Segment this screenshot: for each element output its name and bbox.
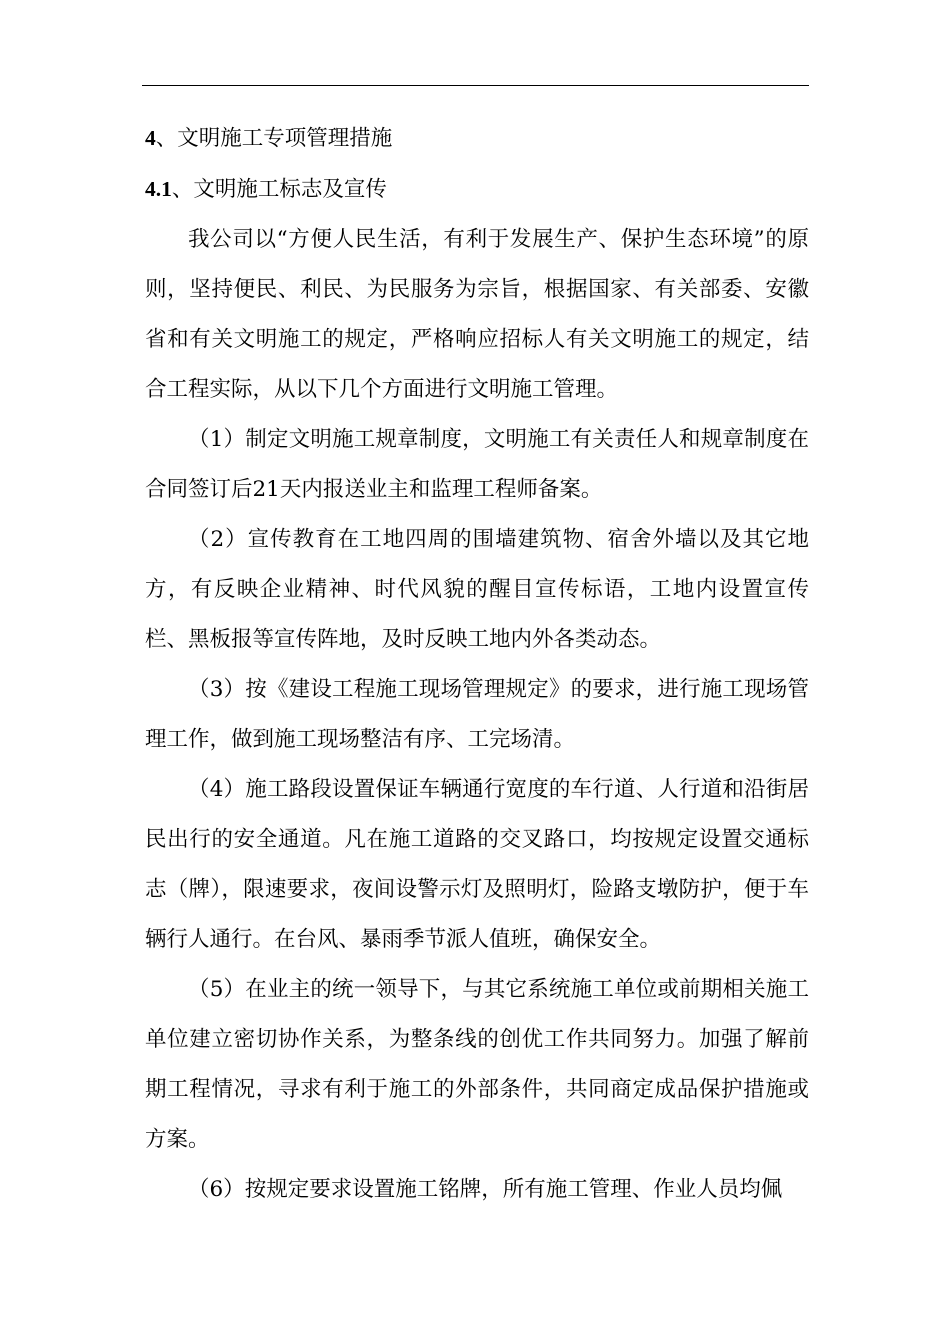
- item-text: 按规定要求设置施工铭牌，所有施工管理、作业人员均佩: [244, 1177, 783, 1202]
- item-text: 施工路段设置保证车辆通行宽度的车行道、人行道和沿街居民出行的安全通道。凡在施工道路的交叉路口，均按规定设置交通标志（牌），限速要求，夜间设警示灯及照明灯，险路支墩防护，便于车辆行人通行。在台风、暴雨季节派人值班，确保安全。: [145, 777, 809, 952]
- list-item: [145, 415, 809, 515]
- item-marker: （3）: [188, 677, 246, 702]
- list-item: [145, 965, 809, 1165]
- item-marker: （6）: [188, 1177, 245, 1202]
- list-item: [145, 515, 809, 665]
- list-item: [145, 765, 809, 965]
- subsection-heading: [145, 164, 809, 215]
- document-body: [145, 113, 809, 1215]
- section-number: 4: [145, 126, 156, 150]
- item-text: 制定文明施工规章制度，文明施工有关责任人和规章制度在合同签订后21天内报送业主和监理工程师备案。: [145, 427, 809, 502]
- section-heading: [145, 113, 809, 164]
- header-rule: [142, 85, 809, 86]
- subsection-title: 、文明施工标志及宣传: [171, 177, 387, 202]
- intro-paragraph: 我公司以“方便人民生活，有利于发展生产、保护生态环境”的原则，坚持便民、利民、为民服务为宗旨，根据国家、有关部委、安徽省和有关文明施工的规定，严格响应招标人有关文明施工的规定，结合工程实际，从以下几个方面进行文明施工管理。: [145, 227, 809, 402]
- item-marker: （2）: [188, 527, 248, 552]
- list-item: [145, 1165, 809, 1215]
- item-marker: （4）: [188, 777, 246, 802]
- item-text: 在业主的统一领导下，与其它系统施工单位或前期相关施工单位建立密切协作关系，为整条线的创优工作共同努力。加强了解前期工程情况，寻求有利于施工的外部条件，共同商定成品保护措施或方案。: [145, 977, 809, 1152]
- item-text: 按《建设工程施工现场管理规定》的要求，进行施工现场管理工作，做到施工现场整洁有序、工完场清。: [145, 677, 809, 752]
- item-text: 宣传教育在工地四周的围墙建筑物、宿舍外墙以及其它地方，有反映企业精神、时代风貌的醒目宣传标语，工地内设置宣传栏、黑板报等宣传阵地，及时反映工地内外各类动态。: [145, 527, 809, 652]
- item-marker: （1）: [188, 427, 246, 452]
- list-item: [145, 665, 809, 765]
- section-title: 、文明施工专项管理措施: [155, 126, 393, 151]
- item-marker: （5）: [188, 977, 246, 1002]
- subsection-number: 4.1: [145, 177, 172, 201]
